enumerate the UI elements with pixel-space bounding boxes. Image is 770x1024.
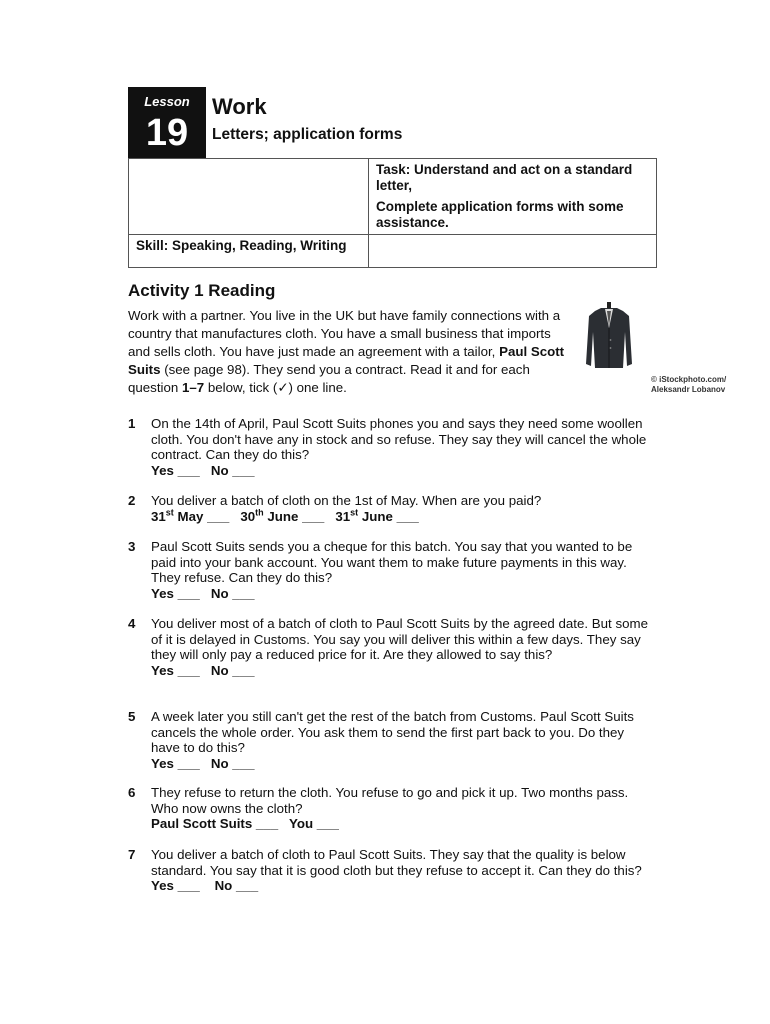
page-title: Work xyxy=(212,94,267,119)
intro-bold-range: 1–7 xyxy=(181,380,205,395)
question-text: You deliver a batch of cloth on the 1st of May. When are you paid? xyxy=(151,493,542,508)
answer-options: Yes ___ No ___ xyxy=(151,585,255,601)
question-6 xyxy=(128,785,648,832)
question-3 xyxy=(128,539,648,601)
lesson-label: Lesson xyxy=(144,94,190,109)
question-text: Paul Scott Suits sends you a cheque for this batch. You say that you wanted to be paid into your bank account. You want them to make future payments in this way. They refuse. Can they do this? xyxy=(151,539,633,585)
answer-options: Yes ___ No ___ xyxy=(151,462,255,478)
answer-options: Yes ___ No ___ xyxy=(151,662,255,678)
activity-title: Activity 1 Reading xyxy=(128,281,276,300)
question-text: They refuse to return the cloth. You refuse to go and pick it up. Two months pass. Who now owns the cloth? xyxy=(151,785,629,816)
question-number: 6 xyxy=(128,785,136,800)
image-credit: © iStockphoto.com/ Aleksandr Lobanov xyxy=(651,375,727,394)
question-text: On the 14th of April, Paul Scott Suits phones you and says they need some woollen cloth. You don't have any in stock and so refuse. They say they will cancel the whole contract. Can they do this? xyxy=(151,416,647,462)
question-number: 2 xyxy=(128,493,136,508)
question-1 xyxy=(128,416,648,478)
suit-image xyxy=(583,302,635,370)
question-number: 7 xyxy=(128,847,136,862)
answer-options: Paul Scott Suits ___ You ___ xyxy=(151,816,339,831)
lesson-number: 19 xyxy=(145,112,189,154)
intro-bold-name: Paul Scott Suits xyxy=(128,344,565,377)
question-5 xyxy=(128,709,648,771)
empty-cell xyxy=(129,159,369,235)
question-number: 4 xyxy=(128,616,136,631)
question-7 xyxy=(128,847,648,894)
task-line-2: Complete application forms with some assistance. xyxy=(376,199,624,230)
empty-cell-2 xyxy=(369,235,657,268)
question-2 xyxy=(128,493,648,524)
page-subtitle: Letters; application forms xyxy=(212,126,403,143)
answer-options: 31st May ___ 30th June ___ 31st June ___ xyxy=(151,507,419,524)
question-number: 1 xyxy=(128,416,136,431)
info-table xyxy=(128,158,657,268)
question-text: You deliver most of a batch of cloth to Paul Scott Suits by the agreed date. But some of it is delayed in Customs. You say you will deliver this within a few days. They say they will only pay a reduced price for it. Are they allowed to say this? xyxy=(151,616,648,662)
activity-intro: Work with a partner. You live in the UK but have family connections with a country that manufactures cloth. You have a small business that imports and sells cloth. You have just made an agreement with a tailor, Paul Scott Suits (see page 98). They send you a contract. Read it and for each question 1–7 below, tick (✓) one line. xyxy=(128,308,565,395)
question-number: 3 xyxy=(128,539,136,554)
answer-options: Yes ___ No ___ xyxy=(151,878,259,893)
task-cell xyxy=(369,159,657,235)
question-4 xyxy=(128,616,648,678)
task-line-1: Task: Understand and act on a standard letter, xyxy=(376,162,633,193)
question-text: A week later you still can't get the rest of the batch from Customs. Paul Scott Suits cancels the whole order. You ask them to send the first part back to you. Do they have to do this? xyxy=(151,709,634,755)
skill-cell: Skill: Speaking, Reading, Writing xyxy=(129,235,369,268)
lesson-badge xyxy=(128,87,206,159)
answer-options: Yes ___ No ___ xyxy=(151,755,255,771)
question-number: 5 xyxy=(128,709,136,724)
question-text: You deliver a batch of cloth to Paul Scott Suits. They say that the quality is below standard. You say that it is good cloth but they refuse to accept it. Can they do this? xyxy=(151,847,642,878)
